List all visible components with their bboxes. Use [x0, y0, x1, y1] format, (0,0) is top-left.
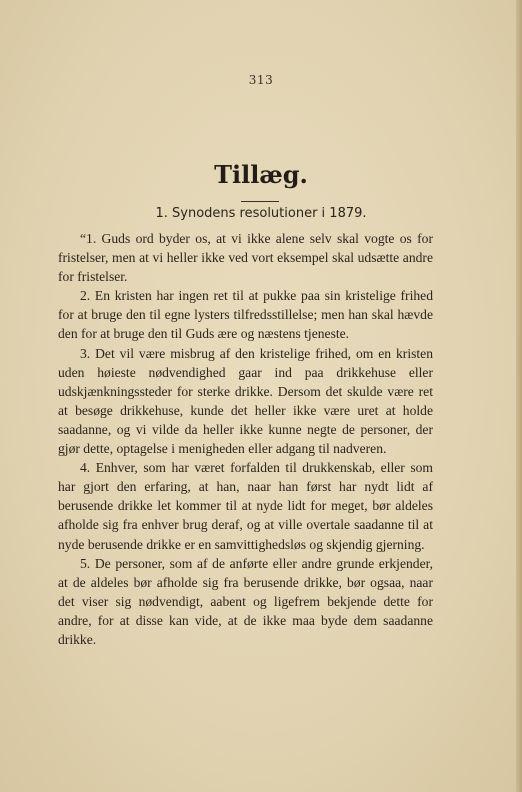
paragraph-3: 3. Det vil være misbrug af den kristelige frihed, om en kristen uden høieste nødvendighed gaar ind paa drikkehuse eller udskjænkningssteder for sterke drikke. Dersom det skulde være ret at besøge drikkehuse, kunde det heller ikke være uret at holde saadanne, og vi vilde da heller ikke kunne negte de personer, der gjør dette, optagelse i menigheden eller adgang til nadveren.: [58, 345, 433, 457]
page-edge: [516, 0, 522, 792]
paragraph-1: “1. Guds ord byder os, at vi ikke alene selv skal vogte os for fristelser, men at vi heller ikke ved vort eksempel skal udsætte andre for fristelser.: [58, 231, 433, 285]
paragraph-4: 4. Enhver, som har været forfalden til drukkenskab, eller som har gjort den erfaring, at han, naar han først har nydt lidt af berusende drikke let kommer til at nyde lidt for meget, bør aldeles afholde sig fra enhver brug deraf, og at ville overtale saadanne til at nyde berusende drikke er en samvittighedsløs og skjendig gjerning.: [58, 460, 433, 552]
title-divider: [241, 201, 279, 202]
paragraph-2: 2. En kristen har ingen ret til at pukke paa sin kristelige frihed for at bruge den til egne lysters tilfredsstillelse; men han skal hævde den for at bruge den til Guds ære og næstens tjeneste.: [58, 288, 433, 342]
page-number: 313: [248, 73, 274, 87]
body-text: [58, 229, 433, 649]
page-title: Tillæg.: [214, 160, 308, 189]
paragraph-5: 5. De personer, som af de anførte eller andre grunde erkjender, at de aldeles bør afholde sig fra berusende drikke, bør ogsaa, naar det viser sig nødvendigt, aabent og ligefrem bekjende dette for andre, for at disse kan vide, at de ikke maa byde dem saadanne drikke.: [58, 555, 433, 647]
section-heading: 1. Synodens resolutioner i 1879.: [155, 206, 367, 221]
